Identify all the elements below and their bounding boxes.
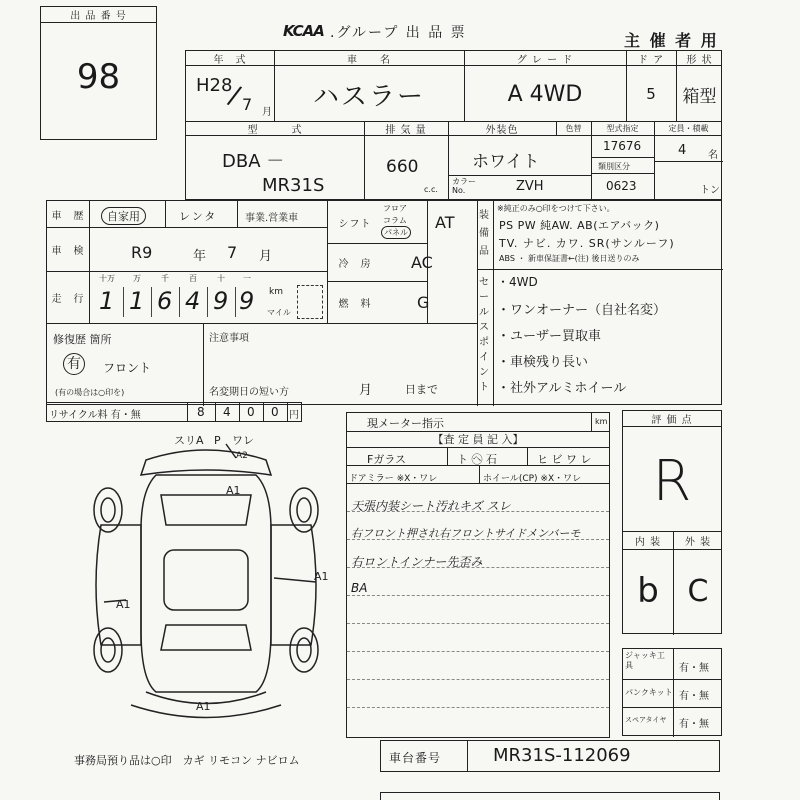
inspector-note-3: BA <box>351 581 368 595</box>
recycle-fee-row <box>46 402 302 422</box>
spare-tire-label: スペアタイヤ <box>625 716 667 724</box>
displacement-value: 660 <box>386 157 419 177</box>
mileage-digit-3: 4 <box>185 287 201 315</box>
mileage-digit-4: 9 <box>213 287 229 315</box>
damage-pointer-right <box>274 578 316 582</box>
mileage-label: 走 行 <box>51 293 85 305</box>
inspector-note-1: 右フロント押され右フロントサイドメンバーモ <box>351 527 581 540</box>
shift-label: シフト <box>338 218 372 230</box>
f-glass-crack[interactable]: ヒ ビ ワ レ <box>537 453 592 466</box>
lot-number-box <box>40 6 157 140</box>
doors-label: ド ア <box>637 54 665 66</box>
capacity-label: 定員・積載 <box>668 123 709 133</box>
year-slash: / <box>225 80 244 112</box>
inspection-month: 7 <box>227 243 238 262</box>
color-code: ZVH <box>516 179 544 194</box>
history-label: 車 歴 <box>51 210 85 222</box>
sales-point-1: ・ワンオーナー（自社名変） <box>497 303 667 318</box>
rename-month-unit: 月 <box>359 383 373 398</box>
sales-point-3: ・車検残り長い <box>497 355 589 370</box>
mileage-digits <box>93 273 263 321</box>
grade-score: R <box>652 448 692 514</box>
displacement-unit: c.c. <box>424 185 438 194</box>
mileage-unit-1: 万 <box>133 274 141 283</box>
recycle-digit-0: 8 <box>197 405 205 419</box>
diagram-mark-5: A1 <box>314 570 329 583</box>
sales-point-4: ・社外アルミホイール <box>497 381 627 396</box>
mileage-mile[interactable]: マイル <box>267 308 291 317</box>
jack-label: ジャッキ工具 <box>625 651 665 670</box>
spare-tire-value[interactable]: 有・無 <box>679 719 709 730</box>
inspector-box <box>346 412 610 738</box>
inspector-note-2: 右ロントインナー先歪み <box>351 555 483 569</box>
equipment-line3: ABS ・ 新車保証書←(注) 後日送りのみ <box>499 254 640 263</box>
vehicle-name: ハスラー <box>312 81 425 112</box>
displacement-label: 排 気 量 <box>385 124 427 136</box>
wheel-rear-left <box>94 628 122 672</box>
shift-value: AT <box>435 213 455 232</box>
inspection-month-unit: 月 <box>259 249 273 264</box>
vehicle-info-table <box>185 50 722 200</box>
diagram-mark-6: A1 <box>116 598 131 611</box>
color-change-label: 色替 <box>565 123 582 133</box>
body-type: 箱型 <box>682 86 717 107</box>
load-unit: トン <box>700 185 720 196</box>
recycle-label: リサイクル料 有・無 <box>49 410 141 421</box>
color-code-label: カラー No. <box>452 177 476 195</box>
mileage-check-box[interactable] <box>297 285 323 319</box>
interior-label: 内 装 <box>634 536 662 548</box>
capacity-value: 4 <box>678 143 687 158</box>
mileage-digit-1: 1 <box>129 287 145 315</box>
equipment-line1: PS PW 純AW. AB(エアバック) <box>499 219 660 232</box>
car-diagram[interactable] <box>86 430 329 730</box>
puncture-kit-value[interactable]: 有・無 <box>679 691 709 702</box>
inspection-era: R9 <box>131 243 153 262</box>
office-note: 事務局預り品は○印 カギ リモコン ナビロム <box>74 754 300 767</box>
ac-label: 冷 房 <box>338 258 372 270</box>
mileage-digit-2: 6 <box>157 287 173 315</box>
repair-label: 修復歴 箇所 <box>53 333 112 346</box>
class-label: 類別区分 <box>598 162 630 171</box>
sales-point-2: ・ユーザー買取車 <box>497 329 602 344</box>
shift-column: コラム <box>383 216 407 225</box>
brand-logo: KCAA <box>283 22 324 40</box>
mileage-digit-5: 9 <box>239 287 255 315</box>
diagram-mark-7: A1 <box>196 700 211 713</box>
mileage-digit-0: 1 <box>99 287 115 315</box>
history-private[interactable]: 自家用 <box>101 207 146 225</box>
car-roof <box>164 550 248 610</box>
type-code: MR31S <box>262 175 325 196</box>
exterior-label: 外 装 <box>684 536 712 548</box>
car-front-bumper <box>141 450 271 475</box>
equipment-side-label: 装備品 <box>479 210 489 257</box>
diagram-mark-0: スリA <box>174 434 204 447</box>
f-glass-options[interactable]: ト ㋬ 石 <box>457 453 497 466</box>
grade-label: グ レ ー ド <box>516 54 574 66</box>
car-rear-window <box>161 625 251 650</box>
mirror-label[interactable]: ドアミラー ※X・ワレ <box>349 474 438 484</box>
year-label: 年 式 <box>213 54 247 66</box>
chassis-number: MR31S-112069 <box>493 745 631 766</box>
capacity-unit: 名 <box>708 150 718 161</box>
f-glass-label: Fガラス <box>367 453 406 466</box>
mileage-unit-5: 一 <box>243 274 251 283</box>
equipment-line2: TV. ナビ. カワ. SR(サンルーフ) <box>499 237 675 250</box>
grade-label: 評 価 点 <box>623 411 721 427</box>
sales-points-side-label: セールスポイント <box>479 277 489 393</box>
recycle-unit: 円 <box>289 410 299 421</box>
fuel-value: G <box>417 293 430 312</box>
year-month: 7 <box>242 95 253 114</box>
year-month-unit: 月 <box>262 107 272 118</box>
shift-panel: パネル <box>381 226 411 239</box>
recycle-digit-1: 4 <box>223 405 231 419</box>
inspector-title: 【査 定 員 記 入】 <box>432 433 524 446</box>
wheel-rear-right <box>290 628 318 672</box>
grade-box <box>622 410 722 634</box>
model-spec-label: 型式指定 <box>606 123 639 133</box>
mileage-unit-0: 十万 <box>99 274 115 283</box>
repair-note: (有の場合は○印を) <box>55 388 125 397</box>
type-label: 型 式 <box>247 124 303 136</box>
caution-label: 注意事項 <box>209 333 249 344</box>
inspector-note-0: 天張内装シート汚れキズ スレ <box>351 499 511 513</box>
ac-value: AC <box>411 253 433 272</box>
lot-number: 98 <box>76 57 121 97</box>
equipment-note: ※純正のみ○印をつけて下さい。 <box>497 204 615 213</box>
rename-label: 名変期日の短い方 <box>209 387 289 398</box>
exterior-grade: C <box>687 573 709 609</box>
history-rental[interactable]: レンタ <box>179 210 218 223</box>
color-label: 外装色 <box>485 124 519 136</box>
inspection-year-unit: 年 <box>193 249 207 264</box>
tools-box <box>622 648 722 736</box>
diagram-mark-2: ワレ <box>232 434 254 447</box>
meter-unit: km <box>595 417 608 426</box>
bottom-box-edge <box>380 792 720 800</box>
lot-number-label: 出 品 番 号 <box>41 7 156 23</box>
exterior-color: ホワイト <box>472 152 540 172</box>
meter-label: 現メーター指示 <box>367 417 444 430</box>
class-value: 0623 <box>606 179 637 193</box>
door-count: 5 <box>646 85 656 103</box>
wheel-label[interactable]: ホイール(CP) ※X・ワレ <box>483 474 582 484</box>
jack-value[interactable]: 有・無 <box>679 663 709 674</box>
fuel-label: 燃 料 <box>338 298 372 310</box>
diagram-mark-4: A1 <box>226 484 241 497</box>
owner-label: 主 催 者 用 <box>624 31 719 50</box>
history-business[interactable]: 事業.営業車 <box>245 213 299 224</box>
puncture-kit-label: パンクキット <box>625 688 673 697</box>
body-label: 形 状 <box>686 54 713 66</box>
model-spec-value: 17676 <box>603 139 642 153</box>
diagram-mark-1: P <box>214 434 221 447</box>
chassis-box <box>380 740 720 772</box>
name-label: 車 名 <box>347 54 391 66</box>
type-prefix: DBA － <box>222 151 285 172</box>
diagram-mark-3: A2 <box>236 451 248 461</box>
car-windshield <box>161 495 251 525</box>
car-body-outline <box>141 475 271 692</box>
repair-mark[interactable]: 有 <box>63 353 85 375</box>
condition-table <box>46 200 722 405</box>
car-left-side <box>96 525 141 645</box>
chassis-label: 車台番号 <box>389 751 442 765</box>
shift-floor: フロア <box>383 204 407 213</box>
inspection-label: 車 検 <box>51 245 85 257</box>
recycle-digit-3: 0 <box>271 405 279 419</box>
mileage-km[interactable]: km <box>269 287 283 297</box>
vehicle-grade: A 4WD <box>507 81 583 107</box>
year-era: H28 <box>196 75 233 96</box>
document-title: .グループ 出 品 票 <box>330 25 467 41</box>
recycle-digit-2: 0 <box>247 405 255 419</box>
mileage-unit-2: 千 <box>161 274 169 283</box>
mileage-unit-3: 百 <box>189 274 197 283</box>
interior-grade: b <box>637 571 659 611</box>
mileage-unit-4: 十 <box>217 274 225 283</box>
rename-day-unit: 日まで <box>405 383 438 396</box>
repair-location: フロント <box>103 361 152 375</box>
car-right-side <box>271 525 316 645</box>
sales-point-0: ・4WD <box>497 275 538 289</box>
